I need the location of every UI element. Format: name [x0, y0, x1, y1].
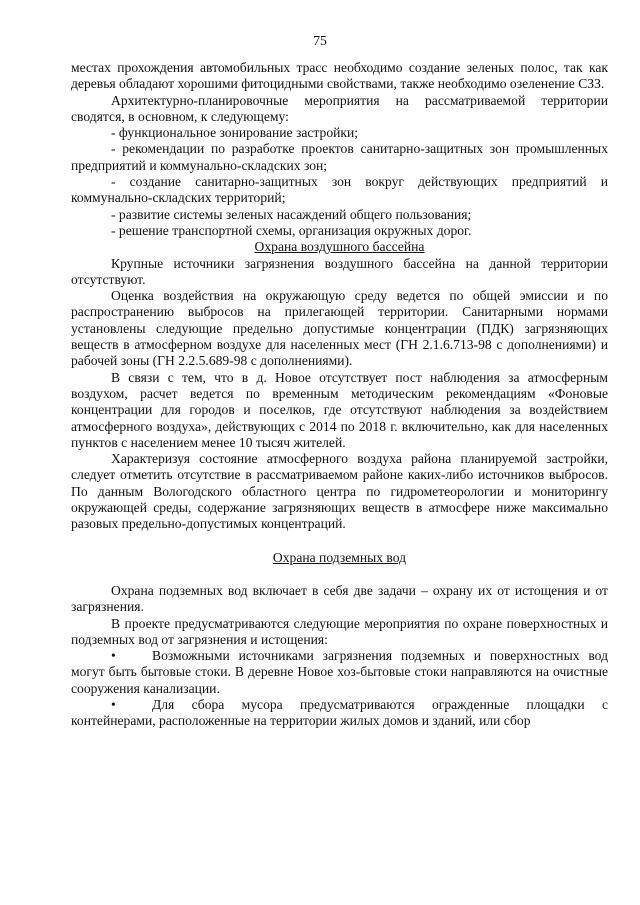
page-number: 75 [313, 33, 327, 48]
list-item: - развитие системы зеленых насаждений общего пользования; [111, 206, 472, 222]
paragraph-air-state: Характеризуя состояние атмосферного воздуха района планируемой застройки, следует отметить отсутствие в рассматриваемом районе каких-либо источников выбросов. По данным Вологодского областного центра по гидрометеорологии и мониторингу окружающей среды, содержание загрязняющих веществ в атмосфере ниже максимально разовых предельно-допустимых концентраций. [71, 451, 608, 532]
list-item: - функциональное зонирование застройки; [111, 125, 359, 141]
page-body [71, 60, 608, 730]
paragraph-pollution-sources: Крупные источники загрязнения воздушного бассейна на данной территории отсутствуют. [71, 255, 608, 287]
bullet-glyph: • [111, 648, 116, 664]
paragraph-architecture: Архитектурно-планировочные мероприятия на рассматриваемой территории сводятся, в основном, к следующему: [71, 92, 608, 124]
spacer [71, 533, 608, 550]
paragraph-measures: В проекте предусматриваются следующие мероприятия по охране поверхностных и подземных вод от загрязнения и истощения: [71, 615, 608, 647]
paragraph-background-concentrations: В связи с тем, что в д. Новое отсутствует пост наблюдения за атмосферным воздухом, расчет ведется по временным методическим рекомендациям «Фоновые концентрации для городов и поселков, где отсутствуют наблюдения за воздействием атмосферного воздуха», действующих с 2014 по 2018 г. включительно, как для населенных пунктов с населением менее 10 тысяч жителей. [71, 369, 608, 450]
paragraph-impact-assessment: Оценка воздействия на окружающую среду ведется по общей эмиссии и по распространению выбросов на прилегающей территории. Санитарными нормами установлены следующие предельно допустимые концентрации (ПДК) загрязняющих веществ в атмосферном воздухе для населенных мест (ГН 2.1.6.713-98 с дополнениями) и рабочей зоны (ГН 2.2.5.689-98 с дополнениями). [71, 288, 608, 369]
bullet-item [71, 697, 608, 730]
paragraph-continuation: местах прохождения автомобильных трасс необходимо создание зеленых полос, так как деревья обладают хорошими фитоцидными свойствами, также необходимо озеленение СЗЗ. [71, 60, 608, 92]
list-item: - рекомендации по разработке проектов санитарно-защитных зон промышленных предприятий и коммунально-складских зон; [71, 141, 608, 173]
list-item: - решение транспортной схемы, организация окружных дорог. [111, 222, 472, 238]
bullet-text: Возможными источниками загрязнения подземных и поверхностных вод могут быть бытовые стоки. В деревне Новое хоз-бытовые стоки направляются на очистные сооружения канализации. [71, 648, 608, 696]
bullet-glyph: • [111, 696, 116, 712]
bullet-item [71, 648, 608, 697]
heading-air-protection: Охрана воздушного бассейна [254, 239, 425, 255]
paragraph-groundwater-tasks: Охрана подземных вод включает в себя две задачи – охрану их от истощения и от загрязнения. [71, 582, 608, 615]
heading-groundwater-protection: Охрана подземных вод [272, 549, 407, 565]
bullet-text: Для сбора мусора предусматриваются огражденные площадки с контейнерами, расположенные на территории жилых домов и зданий, или сбор [71, 696, 608, 729]
spacer [71, 566, 608, 583]
list-item: - создание санитарно-защитных зон вокруг действующих предприятий и коммунально-складских территорий; [71, 174, 608, 206]
